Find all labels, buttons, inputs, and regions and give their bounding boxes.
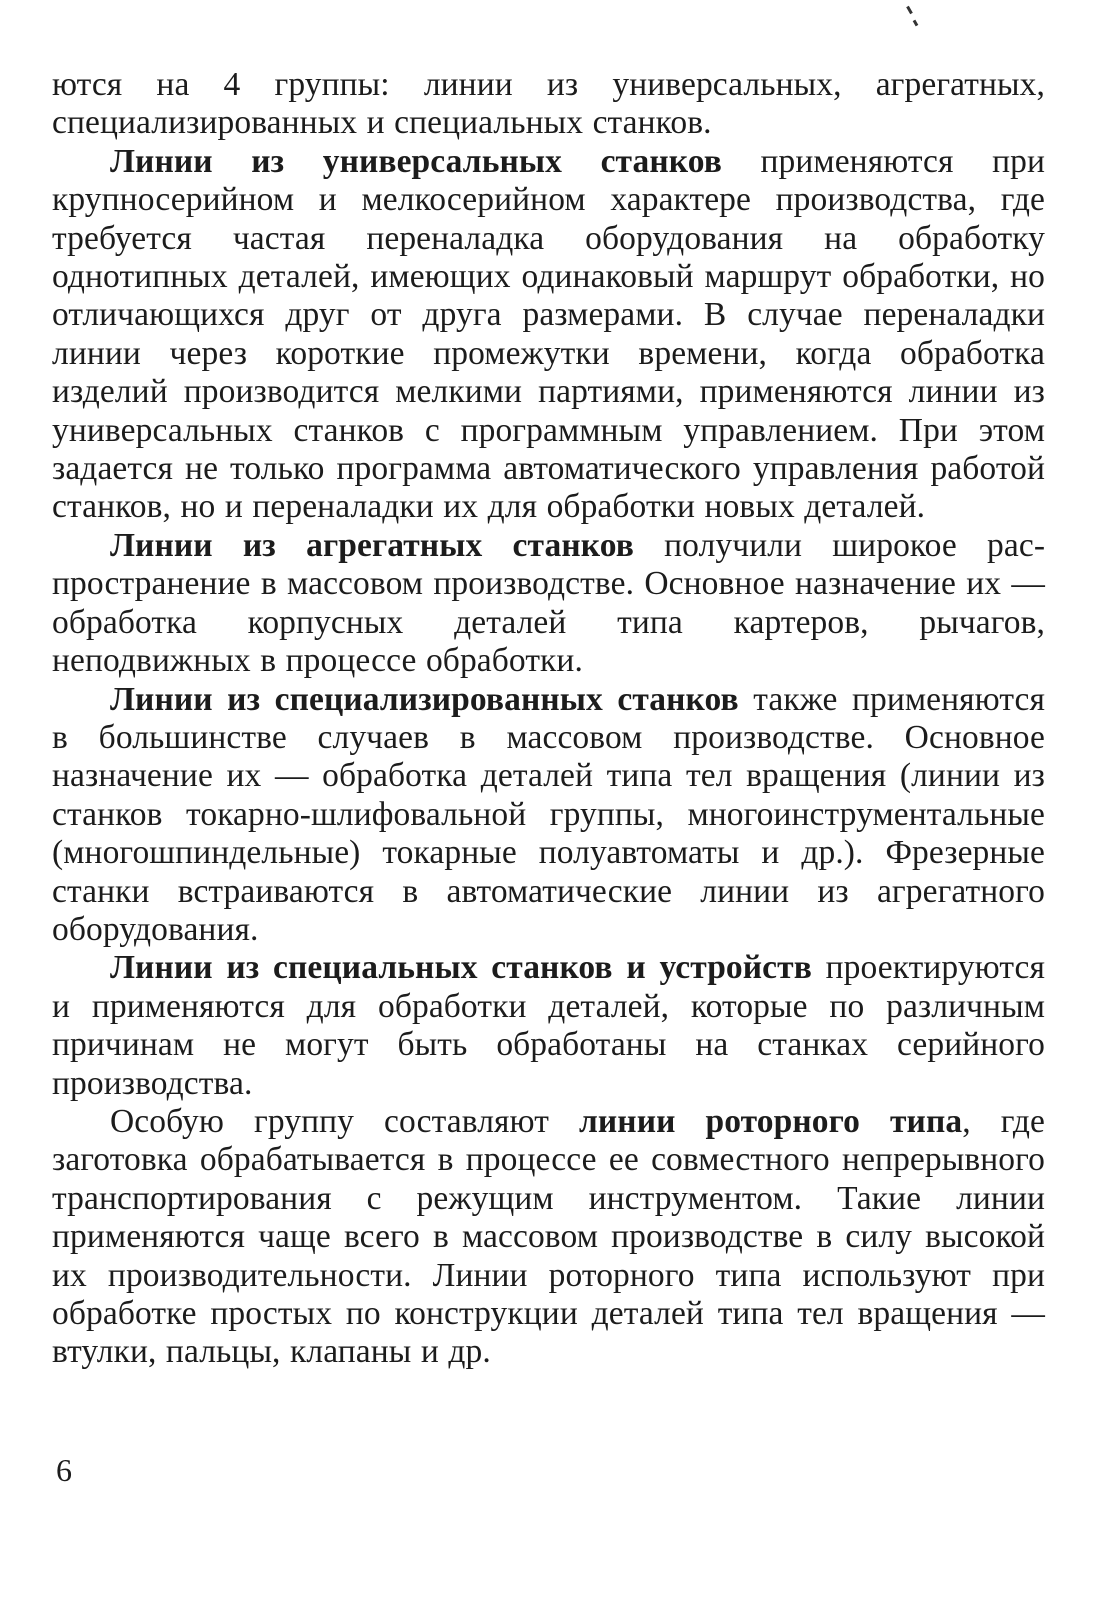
page-number: 6 — [56, 1452, 72, 1488]
paragraph-5 — [52, 949, 1045, 1103]
paragraph-1 — [52, 66, 1045, 143]
paragraph-1-text: ются на 4 группы: линии из универсальных, агрегатных, специализированных и специальных станков. — [52, 66, 1045, 142]
paragraph-6-text: , где заготовка обрабатывается в процессе ее совместного непрерывного транспортирования с режущим инструментом. Такие линии применяются чаще всего в массовом производстве в силу высокой их производительности. Линии роторного типа используют при обработке простых по конструкции деталей типа тел вращения — втулки, пальцы, клапаны и др. — [52, 1102, 1045, 1371]
paragraph-3-text: получили широкое распространение в массовом производстве. Основное назначение их — обработка корпусных деталей типа картеров, рычагов, неподвижных в процессе обработки. — [52, 526, 1045, 680]
paragraph-6-lead: Особую группу составляют — [110, 1102, 580, 1140]
page-body — [52, 66, 1045, 1372]
paragraph-5-text: проектируются и применяются для обработки деталей, которые по различным причинам не могут быть обработаны на станках серийного производства. — [52, 949, 1045, 1102]
paragraph-4-heading: Линии из специализированных станков — [110, 680, 739, 718]
paragraph-2 — [52, 143, 1045, 527]
paragraph-2-text: применяются при крупносерийном и мелкосерийном характере производства, где требуется частая переналадка оборудования на обработку однотипных деталей, имеющих одинаковый маршрут обработки, но отличающихся друг от друга размерами. В случае переналадки линии через короткие промежутки времени, когда обработка изделий производится мелкими партиями, применяются линии из универсальных станков с программным управлением. При этом задается не только программа автоматического управления работой станков, но и переналадки их для обработки новых деталей. — [52, 142, 1045, 526]
paragraph-2-heading: Линии из универсальных станков — [110, 142, 722, 180]
paragraph-4-text: также применяются в большинстве случаев в массовом производстве. Основное назначение их — обработка деталей типа тел вращения (линии из станков токарно-шлифовальной группы, многоинструментальные (многошпиндельные) токарные полуавтоматы и др.). Фрезерные станки встраиваются в автоматические линии из агрегатного оборудования. — [52, 680, 1045, 948]
paragraph-3 — [52, 527, 1045, 681]
print-speck-mark — [906, 6, 913, 14]
print-speck-mark — [913, 20, 919, 27]
paragraph-6-term: линии роторного типа — [579, 1102, 963, 1140]
paragraph-5-heading: Линии из специальных станков и устройств — [110, 949, 812, 987]
paragraph-4 — [52, 681, 1045, 950]
paragraph-6 — [52, 1103, 1045, 1372]
paragraph-3-heading: Линии из агрегатных станков — [110, 526, 634, 564]
